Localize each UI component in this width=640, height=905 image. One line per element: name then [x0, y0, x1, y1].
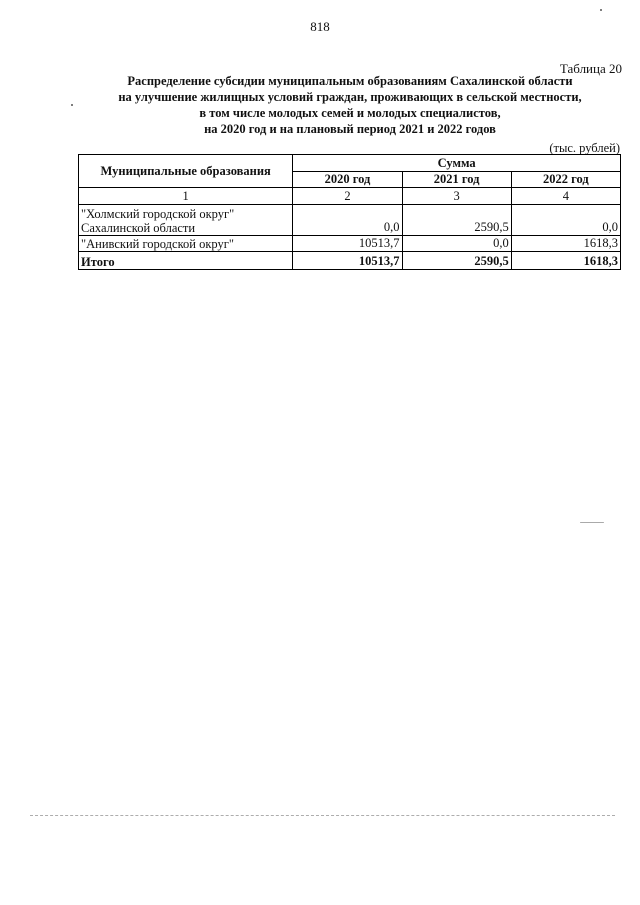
total-label: Итого: [79, 252, 293, 270]
header-year-2020: 2020 год: [293, 172, 402, 188]
municipality-name-line: "Холмский городской округ": [81, 207, 235, 221]
title-line: Распределение субсидии муниципальным образованиям Сахалинской области: [127, 74, 573, 88]
value-2021: 2590,5: [402, 205, 511, 236]
table-row: [79, 236, 621, 252]
column-number: 2: [293, 188, 402, 205]
column-number: 1: [79, 188, 293, 205]
document-title: [80, 73, 620, 137]
total-2021: 2590,5: [402, 252, 511, 270]
scan-speck: [580, 522, 604, 523]
subsidy-table: [78, 154, 621, 270]
scan-speck: [600, 9, 602, 11]
municipality-name: "Анивский городской округ": [79, 236, 293, 252]
value-2020: 10513,7: [293, 236, 402, 252]
title-line: на 2020 год и на плановый период 2021 и 2022 годов: [204, 122, 496, 136]
municipality-name-line: Сахалинской области: [81, 221, 196, 235]
title-line: на улучшение жилищных условий граждан, проживающих в сельской местности,: [118, 90, 582, 104]
total-2022: 1618,3: [511, 252, 620, 270]
value-2022: 1618,3: [511, 236, 620, 252]
header-municipalities: Муниципальные образования: [79, 155, 293, 188]
column-number: 3: [402, 188, 511, 205]
total-2020: 10513,7: [293, 252, 402, 270]
table-row: [79, 205, 621, 236]
value-2021: 0,0: [402, 236, 511, 252]
page-number: 818: [310, 19, 330, 34]
header-year-2021: 2021 год: [402, 172, 511, 188]
header-sum: Сумма: [293, 155, 621, 172]
header-year-2022: 2022 год: [511, 172, 620, 188]
column-number-row: [79, 188, 621, 205]
scan-speck: [71, 104, 73, 106]
municipality-name: [79, 205, 293, 236]
title-line: в том числе молодых семей и молодых специалистов,: [199, 106, 501, 120]
value-2022: 0,0: [511, 205, 620, 236]
total-row: [79, 252, 621, 270]
scan-artifact-line: [30, 815, 615, 817]
units-label: (тыс. рублей): [549, 141, 620, 155]
column-number: 4: [511, 188, 620, 205]
value-2020: 0,0: [293, 205, 402, 236]
table-label: Таблица 20: [559, 61, 622, 76]
